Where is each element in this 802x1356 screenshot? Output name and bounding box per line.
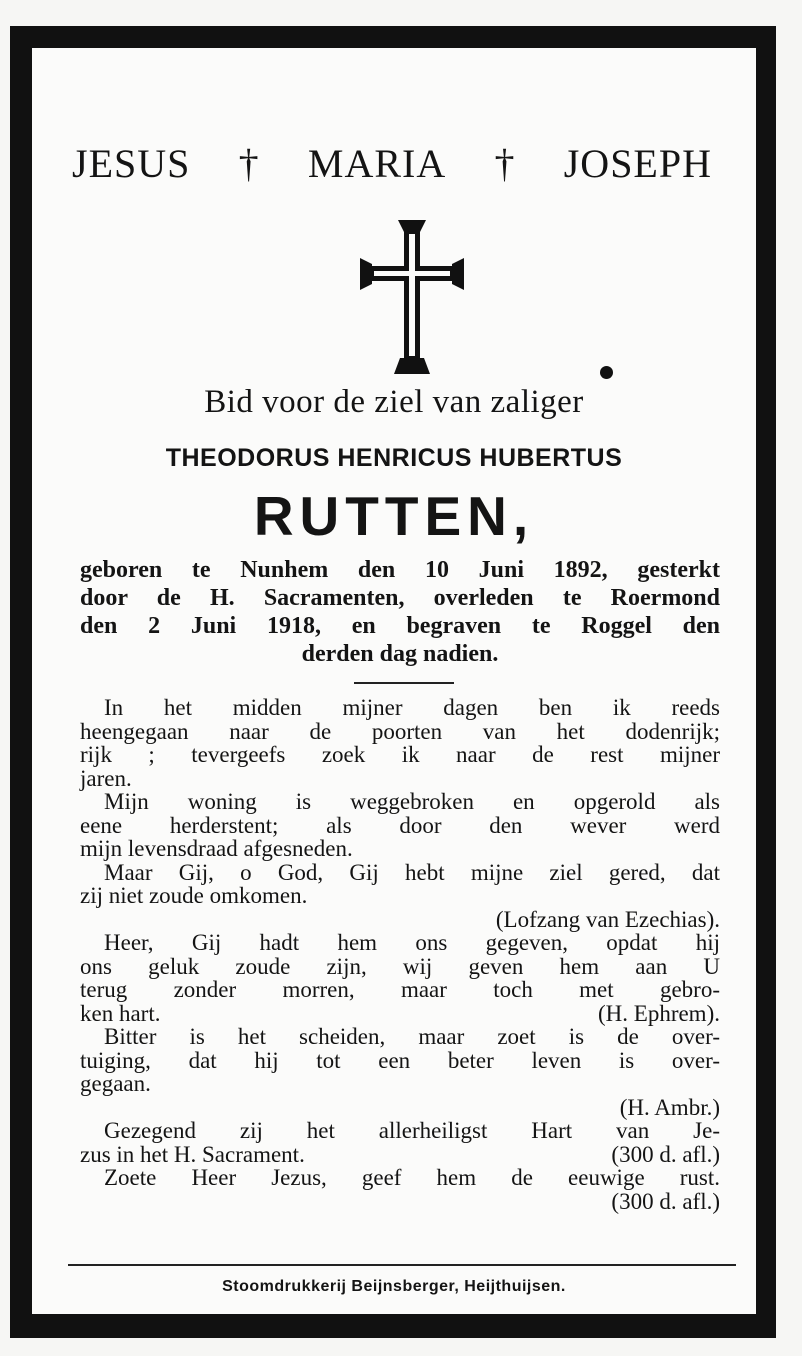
verse-line: Zoete Heer Jezus, geef hem de eeuwige rust. [104, 1165, 720, 1190]
bio-line: derden dag nadien. [301, 641, 499, 667]
dagger-icon: † [494, 141, 516, 186]
verses [80, 696, 720, 1213]
bio-line: door de H. Sacramenten, overleden te Roermond [80, 585, 720, 611]
verse-line: zij niet zoude omkomen. [80, 883, 308, 908]
verse-line: eene herderstent; als door den wever werd [80, 812, 720, 838]
verse-line: In het midden mijner dagen ben ik reeds [104, 695, 720, 720]
bio-line: geboren te Nunhem den 10 Juni 1892, gesterkt [80, 557, 720, 583]
verse-line: Heer, Gij hadt hem ons gegeven, opdat hij [104, 930, 720, 955]
verse-source: (300 d. afl.) [611, 1141, 720, 1167]
dagger-icon: † [238, 141, 260, 186]
verse-line: Gezegend zij het allerheiligst Hart van Je- [104, 1118, 720, 1143]
cross-icon [360, 218, 464, 378]
printer-credit: Stoomdrukkerij Beijnsberger, Heijthuijsen. [222, 1278, 566, 1295]
footer-rule [68, 1264, 736, 1266]
verse-line: rijk ; tevergeefs zoek ik naar de rest mijner [80, 742, 720, 767]
surname: RUTTEN, [253, 485, 535, 547]
bio-line: den 2 Juni 1918, en begraven te Roggel den [80, 613, 720, 639]
invocation-header [72, 140, 712, 187]
verse-source: (H. Ephrem). [598, 1000, 720, 1026]
verse-line: tuiging, dat hij tot een beter leven is over- [80, 1047, 720, 1073]
invocation-joseph: JOSEPH [563, 141, 712, 186]
verse-line-with-source [80, 1143, 720, 1167]
verse-line: ken hart. [80, 1000, 161, 1026]
verse-line: jaren. [80, 765, 132, 791]
intro-text: Bid voor de ziel van zaliger [204, 384, 584, 420]
memorial-card [10, 26, 776, 1338]
verse-source: (Lofzang van Ezechias). [495, 906, 720, 932]
verse-line: terug zonder morren, maar toch met gebro- [80, 977, 720, 1002]
verse-line: mijn levensdraad afgesneden. [80, 836, 353, 861]
invocation-jesus: JESUS [72, 141, 191, 186]
verse-line-with-source [80, 1002, 720, 1026]
given-names: THEODORUS HENRICUS HUBERTUS [165, 444, 623, 472]
verse-source: (300 d. afl.) [611, 1188, 720, 1214]
verse-line: gegaan. [80, 1071, 151, 1096]
verse-line: Mijn woning is weggebroken en opgerold als [104, 789, 720, 814]
verse-line: ons geluk zoude zijn, wij geven hem aan U [80, 953, 720, 979]
verse-line: heengegaan naar de poorten van het dodenrijk; [80, 718, 720, 744]
invocation-maria: MARIA [307, 141, 447, 186]
ink-dot [600, 366, 613, 379]
verse-line: Bitter is het scheiden, maar zoet is de over- [104, 1024, 720, 1049]
divider [354, 682, 454, 684]
biography [80, 556, 720, 668]
verse-source: (H. Ambr.) [619, 1094, 720, 1120]
verse-line: zus in het H. Sacrament. [80, 1141, 305, 1167]
verse-line: Maar Gij, o God, Gij hebt mijne ziel gered, dat [104, 859, 720, 885]
